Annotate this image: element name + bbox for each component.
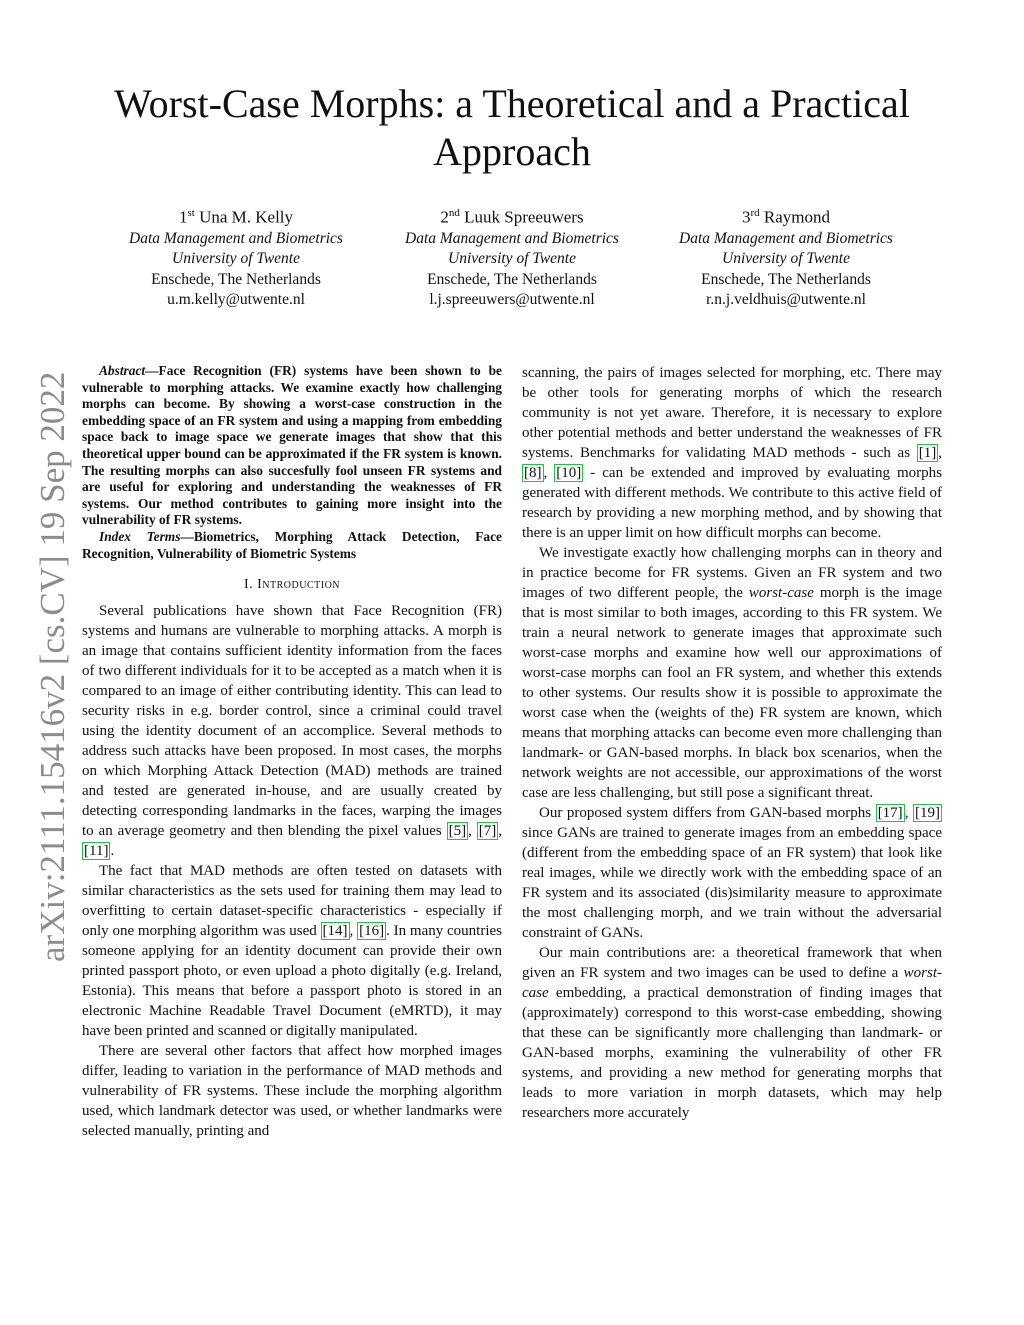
paragraph-text: Several publications have shown that Face Recognition (FR) systems and humans are vulnerable to morphing attacks. A morph is an image that contains sufficient identity information from the faces of two different individuals for it to be accepted as a match when it is compared to an image of either contributing identity. This can lead to security risks in e.g. border control, since a criminal could travel using the identity document of an accomplice. Several methods to address such attacks have been proposed. In most cases, the morphs on which Morphing Attack Detection (MAD) methods are trained and tested are generated in-house, and are usually created by detecting corresponding landmarks in the faces, warping the images to an average geometry and then blending the pixel values <box>82 603 502 840</box>
author-1 <box>106 202 366 311</box>
citation-link[interactable]: [16] <box>359 923 385 940</box>
author-name: Raymond <box>763 207 831 227</box>
author-3 <box>656 202 916 311</box>
author-dept: Data Management and Biometrics <box>679 229 893 247</box>
paper-title: Worst-Case Morphs: a Theoretical and a Practical Approach <box>114 81 910 174</box>
author-ordinal: 3 <box>741 207 751 227</box>
emphasis: worst-case <box>522 965 942 1001</box>
paragraph-text: morph is the image that is most similar to both images, according to this FR system. We train a neural network to generate images that approximate such worst-case morphs and examine how well our approximations of worst-case morphs can fool an FR system, and whether this extends to other systems. Our results show it is possible to approximate the worst case when the (weights of the) FR system are known, which means that morphing attacks can become even more challenging than landmark- or GAN-based morphs. In black box scenarios, when the network weights are not accessible, our approximations of the worst case are less challenging, but still pose a significant threat. <box>522 585 942 801</box>
paragraph-text: scanning, the pairs of images selected for morphing, etc. There may be other tools for generating morphs of which the research community is not yet aware. Therefore, it is necessary to explore other potential methods and better understand the weaknesses of FR systems. Benchmarks for validating MAD methods - such as <box>522 365 942 461</box>
author-ordinal-suffix: st <box>187 207 195 219</box>
author-ordinal-suffix: rd <box>750 207 760 219</box>
paragraph <box>522 543 942 803</box>
citation-link[interactable]: [5] <box>448 823 467 840</box>
arxiv-identifier: arXiv:2111.15416v2 [cs.CV] 19 Sep 2022 <box>33 371 72 962</box>
left-column <box>82 363 502 1141</box>
paragraph: Several publications have shown that Face Recognition (FR) systems and humans are vulnerable to morphing attacks. A morph is an image that contains sufficient identity information from the faces of two different individuals for it to be accepted as a match when it is compared to an image of either contributing identity. This can lead to security risks in e.g. border control, since a criminal could travel using the identity document of an accomplice. Several methods to address such attacks have been proposed. In most cases, the morphs on which Morphing Attack Detection (MAD) methods are trained and tested are generated in-house, and are usually created by detecting corresponding landmarks in the faces, warping the images to an average geometry and then blending the pixel values [5] , [7] , [11] . <box>82 603 502 860</box>
paragraph-text: Our main contributions are: a theoretical framework that when given an FR system and two images can be used to define a <box>522 945 942 981</box>
citation-link[interactable]: [17] <box>877 805 903 821</box>
paragraph-text: The fact that MAD methods are often tested on datasets with similar characteristics as the sets used for training them may lead to overfitting to certain dataset-specific characteristics - especially if only one morphing algorithm was used <box>82 863 502 940</box>
author-2 <box>382 202 642 311</box>
author-univ: University of Twente <box>172 250 300 268</box>
author-ordinal: 1 <box>178 207 188 227</box>
author-email[interactable]: l.j.spreeuwers@utwente.nl <box>429 291 595 309</box>
citation-link[interactable]: [1] <box>918 445 937 461</box>
author-name: Luuk Spreeuwers <box>464 207 584 227</box>
section-number: I. <box>243 577 254 593</box>
section-heading <box>82 575 502 595</box>
citation-link[interactable]: [8] <box>524 465 542 481</box>
author-dept: Data Management and Biometrics <box>405 229 619 247</box>
index-terms: Index Terms—Biometrics, Morphing Attack Detection, Face Recognition, Vulnerability of Biometric Systems <box>82 528 502 561</box>
index-terms-text: Biometrics, Morphing Attack Detection, Face Recognition, Vulnerability of Biometric Systems <box>82 528 502 561</box>
paragraph: The fact that MAD methods are often tested on datasets with similar characteristics as the sets used for training them may lead to overfitting to certain dataset-specific characteristics - especially if only one morphing algorithm was used [14] , [16] . In many countries someone applying for an identity document can provide their own printed passport photo, or even upload a photo digitally (e.g. Ireland, Estonia). This means that before a passport photo is stored in an electronic Machine Readable Travel Document (eMRTD), it may have been printed and scanned or digitally manipulated. <box>82 863 503 1040</box>
paragraph-text: since GANs are trained to generate images from an embedding space (different from the embedding space of an FR system) that look like real images, while we directly work with the embedding space of an FR system and its associated (dis)similarity measure to approximate the most challenging morph, and we train without the adversarial constraint of GANs. <box>522 825 942 941</box>
abstract: Abstract—Face Recognition (FR) systems have been shown to be vulnerable to morphing attacks. We examine exactly how challenging morphs can become. By showing a worst-case construction in the embedding space of an FR system and using a mapping from embedding space back to image space we generate images that show that this theoretical upper bound can be approximated if the FR system is known. The resulting morphs can also succesfully fool unseen FR systems and are useful for exploring and understanding the weaknesses of FR systems. Our method contributes to gaining more insight into the vulnerability of FR systems. <box>82 363 502 528</box>
paragraph: Our proposed system differs from GAN-based morphs [17] , [19] since GANs are trained to generate images from an embedding space (different from the embedding space of an FR system) that look like real images, while we directly work with the embedding space of an FR system and its associated (dis)similarity measure to approximate the most challenging morph, and we train without the adversarial constraint of GANs. <box>522 805 942 941</box>
citation-link[interactable]: [19] <box>915 805 941 821</box>
citation-link[interactable]: [7] <box>478 823 497 840</box>
right-column <box>522 363 942 1123</box>
author-univ: University of Twente <box>722 250 850 268</box>
author-ordinal-suffix: nd <box>448 207 460 219</box>
index-terms-label: Index Terms <box>99 528 181 544</box>
author-city: Enschede, The Netherlands <box>427 270 597 288</box>
paragraph-text: . In many countries someone applying for an identity document can provide their own printed passport photo, or even upload a photo digitally (e.g. Ireland, Estonia). This means that before a passport photo is stored in an electronic Machine Readable Travel Document (eMRTD), it may have been printed and scanned or digitally manipulated. <box>82 923 503 1040</box>
author-univ: University of Twente <box>448 250 576 268</box>
author-city: Enschede, The Netherlands <box>151 270 321 288</box>
author-dept: Data Management and Biometrics <box>129 229 343 247</box>
citation-link[interactable]: [11] <box>84 843 109 860</box>
emphasis: worst-case <box>748 585 814 601</box>
paragraph-text: embedding, a practical demonstration of finding images that (approximately) correspond to this worst-case embedding, showing that these can be significantly more challenging than landmark- or GAN-based morphs, examining the vulnerability of other FR systems, and providing a new method for generating morphs that leads to more variation in morph datasets, which may help researchers more accurately <box>522 985 942 1121</box>
author-email[interactable]: u.m.kelly@utwente.nl <box>167 291 305 309</box>
citation-link[interactable]: [14] <box>322 923 348 940</box>
section-title: Introduction <box>257 577 341 593</box>
paragraph: There are several other factors that affect how morphed images differ, leading to variation in the performance of MAD methods and vulnerability of FR systems. These include the morphing algorithm used, which landmark detector was used, or whether landmarks were selected manually, printing and <box>82 1043 502 1140</box>
author-city: Enschede, The Netherlands <box>701 270 871 288</box>
author-ordinal: 2 <box>440 207 449 227</box>
abstract-text: Face Recognition (FR) systems have been shown to be vulnerable to morphing attacks. We examine exactly how challenging morphs can become. By showing a worst-case construction in the embedding space of an FR system and using a mapping from embedding space back to image space we generate images that show that this theoretical upper bound can be approximated if the FR system is known. The resulting morphs can also succesfully fool unseen FR systems and are useful for exploring and understanding the weaknesses of FR systems. Our method contributes to gaining more insight into the vulnerability of FR systems. <box>82 363 502 528</box>
author-name: Una M. Kelly <box>199 207 294 227</box>
citation-link[interactable]: [10] <box>556 465 582 481</box>
paragraph-text: - can be extended and improved by evaluating morphs generated with different methods. We contribute to this active field of research by providing a new morphing method, and by showing that there is an upper limit on how difficult morphs can become. <box>522 465 943 541</box>
paragraph-text: Our proposed system differs from GAN-based morphs <box>539 805 872 821</box>
paragraph-text: We investigate exactly how challenging morphs can in theory and in practice become for FR systems. Given an FR system and two images of two different people, the <box>522 545 942 601</box>
paragraph <box>522 943 942 1123</box>
paragraph: scanning, the pairs of images selected for morphing, etc. There may be other tools for generating morphs of which the research community is not yet aware. Therefore, it is necessary to explore other potential methods and better understand the weaknesses of FR systems. Benchmarks for validating MAD methods - such as [1] , [8] , [10] - can be extended and improved by evaluating morphs generated with different methods. We contribute to this active field of research by providing a new morphing method, and by showing that there is an upper limit on how difficult morphs can become. <box>522 365 943 541</box>
author-email[interactable]: r.n.j.veldhuis@utwente.nl <box>706 291 866 309</box>
abstract-label: Abstract <box>99 363 146 378</box>
